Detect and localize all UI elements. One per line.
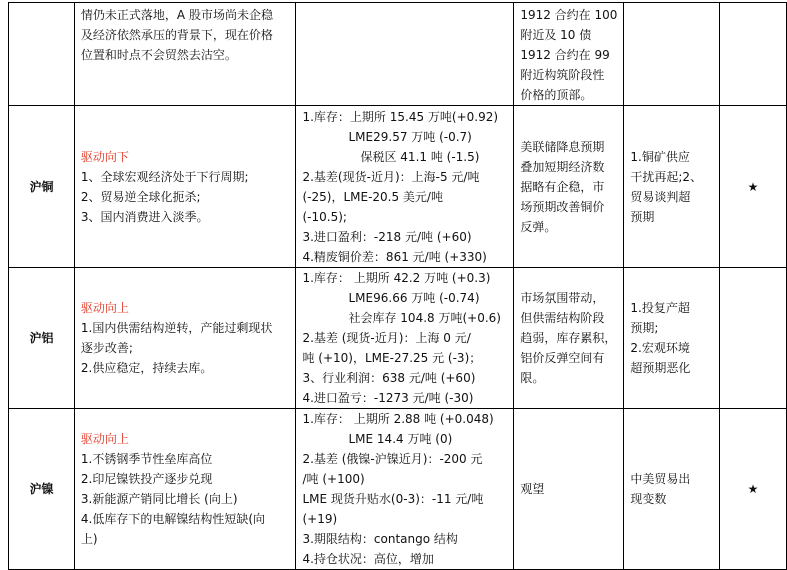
driver-cell <box>74 409 296 570</box>
market-line: 价格的顶部。 <box>520 88 593 102</box>
market-line: 据略有企稳，市 <box>520 179 605 194</box>
driver-line: 2、贸易逆全球化扼杀; <box>80 189 201 204</box>
risk-line: 干扰再起;2、 <box>630 169 703 184</box>
risk-cell <box>624 409 720 570</box>
risk-line: 超预期恶化 <box>630 361 691 375</box>
market-line: 限。 <box>520 371 545 385</box>
fundamental-line: LME 现货升贴水(0-3)：-11 元/吨 <box>302 492 484 506</box>
driver-line: 2.供应稳定，持续去库。 <box>80 361 213 375</box>
fundamental-line: 4.精废铜价差：861 元/吨 (+330) <box>302 249 487 264</box>
commodity-name <box>9 3 75 106</box>
table-row <box>9 3 787 106</box>
fundamental-line: (+19) <box>302 512 338 526</box>
market-line: 市场氛围带动， <box>520 291 605 305</box>
fundamental-line: 1.库存： 上期所 42.2 万吨 (+0.3) <box>302 271 491 285</box>
rating-cell <box>720 3 787 106</box>
market-line: 趋弱，库存累积， <box>520 331 617 345</box>
driver-line: 位置和时点不会贸然去沽空。 <box>80 48 237 62</box>
market-line: 叠加短期经济数 <box>520 159 605 174</box>
fundamentals-cell <box>296 409 514 570</box>
driver-cell <box>74 106 296 268</box>
risk-line: 中美贸易出 <box>630 472 691 486</box>
driver-title: 驱动向下 <box>80 149 129 164</box>
market-line: 观望 <box>520 482 545 496</box>
driver-line: 3.新能源产销同比增长 (向上) <box>80 492 238 506</box>
table-row <box>9 409 787 570</box>
fundamental-line: /吨 (+100) <box>302 472 365 486</box>
commodity-name: 沪铝 <box>9 268 75 409</box>
fundamental-line: 2.基差 (俄镍-沪镍近月)：-200 元 <box>302 452 483 466</box>
driver-line: 1.不锈钢季节性垒库高位 <box>80 452 213 466</box>
commodity-name: 沪铜 <box>9 106 75 268</box>
driver-line: 2.印尼镍铁投产逐步兑现 <box>80 472 213 486</box>
market-cell <box>514 3 624 106</box>
fundamental-line: 吨 (+10)，LME-27.25 元 (-3)； <box>302 351 482 365</box>
risk-cell <box>624 106 720 268</box>
driver-line: 及经济依然承压的背景下，现在价格 <box>80 28 273 42</box>
risk-line: 预期 <box>630 209 655 224</box>
fundamental-line: 4.持仓状况：高位，增加 <box>302 552 434 566</box>
driver-line: 情仍未正式落地，A 股市场尚未企稳 <box>80 8 273 22</box>
risk-line: 现变数 <box>630 492 667 506</box>
fundamental-line: 3、行业利润：638 元/吨 (+60) <box>302 371 476 385</box>
driver-line: 逐步改善; <box>80 341 133 355</box>
fundamental-line: 3.进口盈利：-218 元/吨 (+60) <box>302 229 472 244</box>
driver-title: 驱动向上 <box>80 432 129 446</box>
fundamental-line: 2.基差 (现货-近月)：上海 0 元/ <box>302 331 471 345</box>
fundamental-line: LME96.66 万吨 (-0.74) <box>348 291 480 305</box>
market-cell <box>514 106 624 268</box>
driver-line: 上) <box>80 532 98 546</box>
risk-line: 2.宏观环境 <box>630 341 690 355</box>
driver-cell <box>74 3 296 106</box>
driver-line: 4.低库存下的电解镍结构性短缺(向 <box>80 512 266 526</box>
fundamental-line: (-10.5); <box>302 209 347 224</box>
fundamental-line: LME29.57 万吨 (-0.7) <box>348 129 472 144</box>
fundamental-line: 3.期限结构：contango 结构 <box>302 532 458 546</box>
driver-cell <box>74 268 296 409</box>
market-line: 铝价反弹空间有 <box>520 351 605 365</box>
driver-line: 3、国内消费进入淡季。 <box>80 209 209 224</box>
rating-star: ★ <box>720 106 787 268</box>
commodity-analysis-table <box>8 2 787 570</box>
market-line: 但供需结构阶段 <box>520 311 605 325</box>
market-line: 1912 合约在 100 <box>520 8 618 22</box>
fundamental-line: (-25)，LME-20.5 美元/吨 <box>302 189 443 204</box>
risk-line: 1.铜矿供应 <box>630 149 690 164</box>
market-cell <box>514 409 624 570</box>
fundamentals-cell <box>296 3 514 106</box>
fundamentals-cell <box>296 106 514 268</box>
driver-line: 1.国内供需结构逆转，产能过剩现状 <box>80 321 273 335</box>
commodity-name: 沪镍 <box>9 409 75 570</box>
market-line: 美联储降息预期 <box>520 139 605 154</box>
table-row <box>9 106 787 268</box>
market-line: 反弹。 <box>520 219 557 234</box>
driver-line: 1、全球宏观经济处于下行周期; <box>80 169 249 184</box>
fundamental-line: LME 14.4 万吨 (0) <box>348 432 453 446</box>
fundamental-line: 1.库存： 上期所 2.88 吨 (+0.048) <box>302 412 494 426</box>
fundamental-line: 2.基差(现货-近月)：上海-5 元/吨 <box>302 169 480 184</box>
rating-star: ★ <box>720 409 787 570</box>
table-row <box>9 268 787 409</box>
fundamentals-cell <box>296 268 514 409</box>
market-cell <box>514 268 624 409</box>
fundamental-line: 社会库存 104.8 万吨(+0.6) <box>348 311 501 325</box>
market-line: 附近及 10 债 <box>520 28 592 42</box>
risk-cell <box>624 268 720 409</box>
risk-line: 预期; <box>630 321 659 335</box>
market-line: 场预期改善铜价 <box>520 199 605 214</box>
risk-line: 贸易谈判超 <box>630 189 691 204</box>
fundamental-line: 1.库存：上期所 15.45 万吨(+0.92) <box>302 109 499 124</box>
fundamental-line: 保税区 41.1 吨 (-1.5) <box>360 149 480 164</box>
driver-title: 驱动向上 <box>80 301 129 315</box>
market-line: 附近构筑阶段性 <box>520 68 605 82</box>
risk-line: 1.投复产超 <box>630 301 690 315</box>
market-line: 1912 合约在 99 <box>520 48 610 62</box>
risk-cell <box>624 3 720 106</box>
fundamental-line: 4.进口盈亏：-1273 元/吨 (-30) <box>302 391 474 405</box>
rating-cell <box>720 268 787 409</box>
